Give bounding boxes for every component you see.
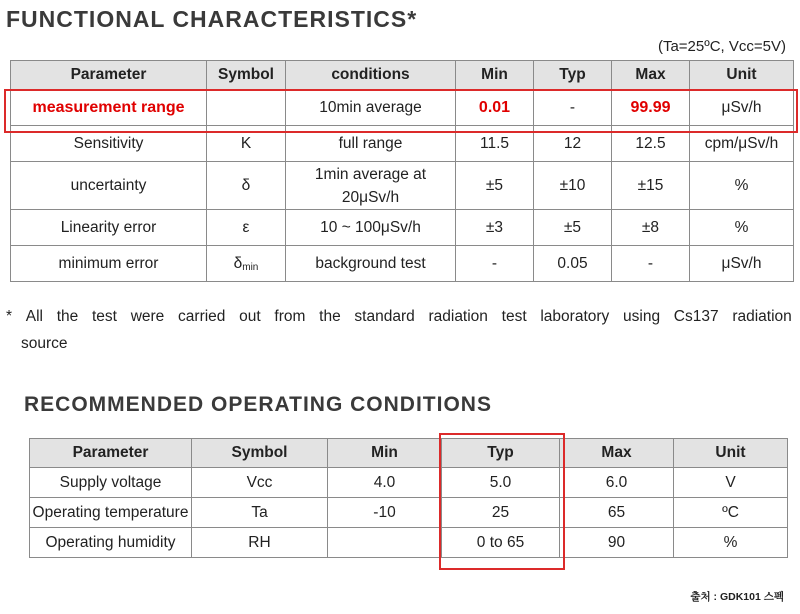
recommended-conditions-title: RECOMMENDED OPERATING CONDITIONS <box>24 393 492 416</box>
cell-min: - <box>456 246 534 282</box>
table-row <box>11 210 794 246</box>
cell-typ: 0.05 <box>534 246 612 282</box>
table-header-row <box>30 439 788 468</box>
cell-max: 65 <box>560 498 674 528</box>
footnote-word: the <box>319 308 341 325</box>
header-min: Min <box>328 439 442 468</box>
footnote-word: All <box>25 308 43 325</box>
header-unit: Unit <box>674 439 788 468</box>
header-max: Max <box>560 439 674 468</box>
footnote-word: test <box>92 308 117 325</box>
footnote-line: source <box>21 335 68 352</box>
symbol-subscript: min <box>242 261 259 273</box>
cell-symbol: ε <box>207 210 286 246</box>
cell-min: 0.01 <box>456 90 534 126</box>
cell-unit: ºC <box>674 498 788 528</box>
cell-max: ±15 <box>612 162 690 210</box>
cell-max: 99.99 <box>612 90 690 126</box>
cell-unit: μSv/h <box>690 246 794 282</box>
cell-conditions: 10 ~ 100μSv/h <box>286 210 456 246</box>
typ-column-highlight <box>439 433 565 570</box>
cell-max: 6.0 <box>560 468 674 498</box>
cell-min: 4.0 <box>328 468 442 498</box>
footnote-word: from <box>274 308 306 325</box>
footnote-word: radiation <box>428 308 488 325</box>
cell-conditions <box>286 162 456 210</box>
table-row <box>30 498 788 528</box>
cell-typ: 5.0 <box>442 468 560 498</box>
footnote-word: test <box>501 308 527 325</box>
cell-min: ±3 <box>456 210 534 246</box>
functional-characteristics-title: FUNCTIONAL CHARACTERISTICS* <box>6 6 418 32</box>
cell-parameter: measurement range <box>11 90 207 126</box>
cell-max: 12.5 <box>612 126 690 162</box>
header-min: Min <box>456 61 534 90</box>
footnote-word: using <box>623 308 661 325</box>
footnote-word: out <box>239 308 261 325</box>
cell-max: 90 <box>560 528 674 558</box>
cell-symbol <box>207 246 286 282</box>
cell-typ: - <box>534 90 612 126</box>
measurement-range-highlight <box>4 89 798 133</box>
cell-max: ±8 <box>612 210 690 246</box>
cell-parameter: Sensitivity <box>11 126 207 162</box>
footnote <box>6 303 792 357</box>
header-parameter: Parameter <box>11 61 207 90</box>
header-symbol: Symbol <box>207 61 286 90</box>
cell-typ: ±5 <box>534 210 612 246</box>
header-typ: Typ <box>534 61 612 90</box>
footnote-word: were <box>130 308 165 325</box>
cell-symbol: K <box>207 126 286 162</box>
symbol-main: δ <box>233 254 243 272</box>
cell-conditions: full range <box>286 126 456 162</box>
table-header-row <box>11 61 794 90</box>
cell-conditions: 10min average <box>286 90 456 126</box>
table-row <box>11 162 794 210</box>
conditions-line: 1min average at <box>314 165 427 183</box>
cell-min <box>328 528 442 558</box>
cell-typ: 25 <box>442 498 560 528</box>
cell-parameter: Operating humidity <box>30 528 192 558</box>
cell-max: - <box>612 246 690 282</box>
header-parameter: Parameter <box>30 439 192 468</box>
cell-parameter: minimum error <box>11 246 207 282</box>
footnote-word: carried <box>178 308 226 325</box>
cell-symbol: Ta <box>192 498 328 528</box>
cell-parameter: Operating temperature <box>30 498 192 528</box>
footnote-word: laboratory <box>540 308 610 325</box>
footnote-word: Cs137 <box>673 308 719 325</box>
cell-parameter: Supply voltage <box>30 468 192 498</box>
source-note: 출처 : GDK101 스펙 <box>690 591 784 603</box>
footnote-word: standard <box>354 308 415 325</box>
cell-symbol: Vcc <box>192 468 328 498</box>
conditions-line: 20μSv/h <box>341 188 400 206</box>
cell-unit: % <box>674 528 788 558</box>
table-row <box>30 528 788 558</box>
cell-unit: % <box>690 162 794 210</box>
header-max: Max <box>612 61 690 90</box>
cell-unit: μSv/h <box>690 90 794 126</box>
test-conditions-note: (Ta=25ºC, Vcc=5V) <box>657 38 786 55</box>
cell-parameter: uncertainty <box>11 162 207 210</box>
table-row <box>30 468 788 498</box>
cell-min: 11.5 <box>456 126 534 162</box>
header-symbol: Symbol <box>192 439 328 468</box>
header-conditions: conditions <box>286 61 456 90</box>
cell-min: -10 <box>328 498 442 528</box>
footnote-word: * <box>6 308 13 325</box>
cell-symbol: δ <box>207 162 286 210</box>
header-unit: Unit <box>690 61 794 90</box>
footnote-word: radiation <box>732 308 792 325</box>
cell-conditions: background test <box>286 246 456 282</box>
cell-typ: ±10 <box>534 162 612 210</box>
table-row <box>11 246 794 282</box>
header-typ: Typ <box>442 439 560 468</box>
footnote-word: the <box>56 308 79 325</box>
cell-typ: 0 to 65 <box>442 528 560 558</box>
cell-typ: 12 <box>534 126 612 162</box>
cell-unit: V <box>674 468 788 498</box>
cell-parameter: Linearity error <box>11 210 207 246</box>
recommended-conditions-table <box>29 438 788 558</box>
cell-symbol: RH <box>192 528 328 558</box>
footnote-line <box>6 303 792 330</box>
cell-unit: % <box>690 210 794 246</box>
cell-min: ±5 <box>456 162 534 210</box>
cell-unit: cpm/μSv/h <box>690 126 794 162</box>
